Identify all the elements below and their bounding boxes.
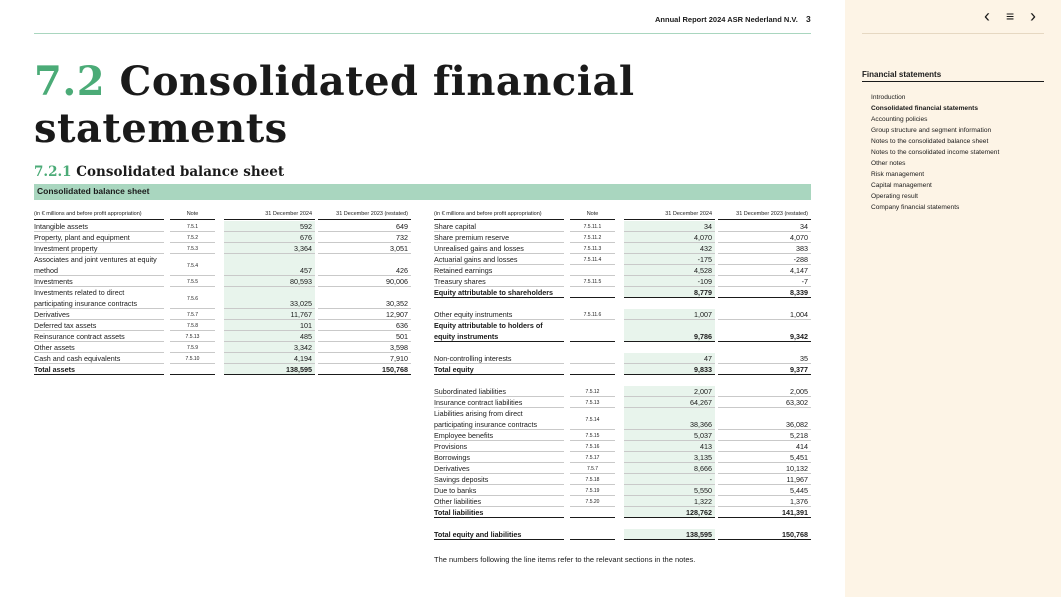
value-2023: -7 — [801, 277, 808, 286]
row-note: 7.5.11.1 — [583, 224, 602, 230]
value-2023: 7,910 — [390, 354, 408, 363]
value-2024: 38,366 — [690, 420, 712, 429]
header-underline — [318, 219, 411, 220]
value-2023: 1,004 — [790, 310, 808, 319]
value-2024: 4,528 — [694, 266, 712, 275]
row-label: Equity attributable to holders of — [434, 321, 543, 330]
asset-row — [34, 309, 411, 320]
row-underline — [434, 539, 564, 540]
header-underline — [718, 219, 811, 220]
next-page-icon[interactable]: › — [1030, 6, 1036, 26]
row-label: Treasury shares — [434, 277, 486, 286]
row-label: Total equity — [434, 365, 474, 374]
row-label: Unrealised gains and losses — [434, 244, 524, 253]
row-note: 7.5.20 — [585, 499, 600, 505]
col-header-2024: 31 December 2024 — [665, 211, 712, 217]
value-2024: 485 — [300, 332, 312, 341]
row-label: Investments related to direct — [34, 288, 125, 297]
value-2024: 47 — [704, 354, 712, 363]
row-label-continued: participating insurance contracts — [434, 420, 538, 429]
value-2024: 5,550 — [694, 486, 712, 495]
row-label: Savings deposits — [434, 475, 489, 484]
row-underline — [318, 374, 411, 375]
row-label-continued: equity instruments — [434, 332, 499, 341]
value-2024: 101 — [300, 321, 312, 330]
sidebar-menu-item[interactable]: Operating result — [871, 193, 918, 200]
row-label: Due to banks — [434, 486, 477, 495]
header-underline — [570, 219, 615, 220]
value-2024: 33,025 — [290, 299, 312, 308]
row-underline — [434, 517, 564, 518]
row-label: Cash and cash equivalents — [34, 354, 121, 363]
liability-row — [434, 408, 811, 430]
row-underline — [434, 297, 564, 298]
row-underline — [718, 539, 811, 540]
value-2023: 5,218 — [790, 431, 808, 440]
sidebar — [845, 0, 1061, 597]
value-2023: 383 — [796, 244, 808, 253]
sidebar-menu-item[interactable]: Capital management — [871, 182, 932, 189]
total-assets-row — [34, 364, 411, 375]
row-note: 7.5.9 — [186, 345, 199, 351]
col-header-label: (in € millions and before profit appropriation) — [34, 211, 142, 217]
row-note: 7.5.11.2 — [583, 235, 602, 241]
asset-row — [34, 331, 411, 342]
row-underline — [570, 297, 615, 298]
row-note: 7.5.10 — [185, 356, 200, 362]
menu-icon[interactable]: ≡ — [1006, 8, 1015, 24]
row-label: Investments — [34, 277, 73, 286]
value-2023: 1,376 — [790, 497, 808, 506]
row-underline — [570, 539, 615, 540]
value-2023: 649 — [396, 222, 408, 231]
equity-row — [434, 221, 811, 232]
row-note: 7.5.11.5 — [583, 279, 602, 285]
row-underline — [624, 517, 715, 518]
liability-row — [434, 496, 811, 507]
equity-shareholders-row — [434, 287, 811, 298]
sidebar-menu-item[interactable]: Notes to the consolidated income statement — [871, 149, 1000, 156]
value-2023: 36,082 — [786, 420, 808, 429]
section-number: 7.2.1 — [34, 164, 72, 180]
asset-row — [34, 276, 411, 287]
value-2024: 9,786 — [694, 332, 712, 341]
value-2024: 413 — [700, 442, 712, 451]
equity-row — [434, 265, 811, 276]
table-header — [34, 210, 411, 221]
value-2024: 3,364 — [294, 244, 312, 253]
value-2023: 426 — [396, 266, 408, 275]
liability-row — [434, 474, 811, 485]
row-label: Borrowings — [434, 453, 470, 462]
value-2024: 138,595 — [286, 365, 312, 374]
row-label: Total assets — [34, 365, 76, 374]
page-number: 3 — [806, 14, 811, 24]
row-note: 7.5.17 — [585, 455, 600, 461]
row-underline — [34, 374, 164, 375]
header-underline — [434, 219, 564, 220]
row-note: 7.5.18 — [585, 477, 600, 483]
row-underline — [718, 517, 811, 518]
total-equity-row — [434, 364, 811, 375]
assets-table — [34, 210, 411, 375]
value-2023: 4,070 — [790, 233, 808, 242]
row-label: Other liabilities — [434, 497, 482, 506]
value-2023: 10,132 — [786, 464, 808, 473]
row-note: 7.5.6 — [186, 296, 199, 302]
total-liabilities-row — [434, 507, 811, 518]
liability-row — [434, 386, 811, 397]
section-text: Consolidated balance sheet — [76, 164, 285, 180]
equity-row — [434, 254, 811, 265]
row-label: Other equity instruments — [434, 310, 513, 319]
row-label: Actuarial gains and losses — [434, 255, 518, 264]
row-note: 7.5.7 — [586, 466, 599, 472]
value-2024: 1,007 — [694, 310, 712, 319]
header-underline — [34, 219, 164, 220]
row-label: Intangible assets — [34, 222, 88, 231]
value-2024: 80,593 — [290, 277, 312, 286]
sidebar-top-divider — [862, 33, 1044, 34]
row-label: Provisions — [434, 442, 468, 451]
liability-row — [434, 463, 811, 474]
col-header-2023: 31 December 2023 (restated) — [336, 211, 408, 217]
value-2024: 8,779 — [694, 288, 712, 297]
page-title-number: 7.2 — [34, 58, 106, 105]
value-2024: 3,342 — [294, 343, 312, 352]
liability-row — [434, 441, 811, 452]
footnote: The numbers following the line items refer to the relevant sections in the notes. — [434, 555, 696, 564]
value-2023: -288 — [793, 255, 808, 264]
row-underline — [718, 374, 811, 375]
value-2023: 4,147 — [790, 266, 808, 275]
non-controlling-row — [434, 353, 811, 364]
row-label: Share capital — [434, 222, 476, 231]
asset-row — [34, 320, 411, 331]
row-label: Total liabilities — [434, 508, 484, 517]
row-underline — [624, 341, 715, 342]
header-divider — [34, 33, 811, 34]
value-2023: 3,598 — [390, 343, 408, 352]
row-label: Liabilities arising from direct — [434, 409, 523, 418]
row-label: Non-controlling interests — [434, 354, 512, 363]
sidebar-title: Financial statements — [862, 70, 942, 79]
row-underline — [624, 374, 715, 375]
asset-row — [34, 254, 411, 276]
row-label-continued: participating insurance contracts — [34, 299, 138, 308]
asset-row — [34, 342, 411, 353]
row-note: 7.5.1 — [186, 224, 199, 230]
row-label: Other assets — [34, 343, 75, 352]
table-header — [434, 210, 811, 221]
row-label: Associates and joint ventures at equity — [34, 255, 157, 264]
value-2023: 8,339 — [790, 288, 808, 297]
equity-row — [434, 243, 811, 254]
col-header-2024: 31 December 2024 — [265, 211, 312, 217]
value-2024: -109 — [697, 277, 712, 286]
value-2023: 150,768 — [782, 530, 808, 539]
value-2024: 138,595 — [686, 530, 712, 539]
total-equity-liabilities-row — [434, 529, 811, 540]
sidebar-menu-item[interactable]: Other notes — [871, 160, 906, 167]
row-underline — [570, 517, 615, 518]
value-2023: 5,451 — [790, 453, 808, 462]
value-2023: 9,377 — [790, 365, 808, 374]
row-label: Investment property — [34, 244, 98, 253]
table-banner: Consolidated balance sheet — [34, 184, 811, 200]
row-note: 7.5.19 — [585, 488, 600, 494]
value-2024: 432 — [700, 244, 712, 253]
row-label: Retained earnings — [434, 266, 493, 275]
value-2023: 2,005 — [790, 387, 808, 396]
equity-row — [434, 276, 811, 287]
value-2024: 457 — [300, 266, 312, 275]
sidebar-menu-item[interactable]: Consolidated financial statements — [871, 105, 978, 112]
row-note: 7.5.12 — [585, 389, 600, 395]
row-note: 7.5.11.6 — [583, 312, 602, 318]
row-note: 7.5.2 — [186, 235, 199, 241]
liability-row — [434, 485, 811, 496]
row-label: Reinsurance contract assets — [34, 332, 125, 341]
row-label: Total equity and liabilities — [434, 530, 522, 539]
row-underline — [434, 374, 564, 375]
row-label: Derivatives — [434, 464, 470, 473]
col-header-note: Note — [186, 211, 199, 217]
value-2023: 30,352 — [386, 299, 408, 308]
value-2023: 3,051 — [390, 244, 408, 253]
value-2023: 34 — [800, 222, 808, 231]
equity-row — [434, 232, 811, 243]
row-note: 7.5.4 — [186, 263, 199, 269]
value-2023: 414 — [796, 442, 808, 451]
row-label: Property, plant and equipment — [34, 233, 130, 242]
sidebar-menu-item[interactable]: Introduction — [871, 94, 906, 101]
value-2024: 4,194 — [294, 354, 312, 363]
value-2024: 128,762 — [686, 508, 712, 517]
row-note: 7.5.7 — [186, 312, 199, 318]
row-note: 7.5.11.3 — [583, 246, 602, 252]
row-label: Share premium reserve — [434, 233, 510, 242]
value-2023: 12,907 — [386, 310, 408, 319]
sidebar-menu — [871, 92, 999, 213]
row-note: 7.5.8 — [186, 323, 199, 329]
value-2023: 5,445 — [790, 486, 808, 495]
row-note: 7.5.15 — [585, 433, 600, 439]
value-2023: 141,391 — [782, 508, 808, 517]
value-2024: 9,833 — [694, 365, 712, 374]
header-underline — [624, 219, 715, 220]
row-underline — [624, 297, 715, 298]
row-note: 7.5.11.4 — [583, 257, 602, 263]
sidebar-menu-item[interactable]: Group structure and segment information — [871, 127, 992, 134]
row-label: Equity attributable to shareholders — [434, 288, 554, 297]
sidebar-title-underline — [862, 81, 1044, 82]
value-2024: 592 — [300, 222, 312, 231]
value-2023: 90,006 — [386, 277, 408, 286]
row-underline — [570, 341, 615, 342]
value-2023: 63,302 — [786, 398, 808, 407]
value-2024: 8,666 — [694, 464, 712, 473]
col-header-label: (in € millions and before profit appropriation) — [434, 211, 542, 217]
liability-row — [434, 452, 811, 463]
row-note: 7.5.5 — [186, 279, 199, 285]
value-2024: 11,767 — [290, 310, 312, 319]
value-2024: - — [709, 475, 712, 484]
row-label-continued: method — [34, 266, 58, 275]
row-label: Subordinated liabilities — [434, 387, 506, 396]
equity-holders-row — [434, 320, 811, 342]
value-2024: 64,267 — [690, 398, 712, 407]
value-2024: 4,070 — [694, 233, 712, 242]
value-2023: 732 — [396, 233, 408, 242]
asset-row — [34, 232, 411, 243]
sidebar-menu-item[interactable]: Risk management — [871, 171, 925, 178]
row-underline — [624, 539, 715, 540]
asset-row — [34, 221, 411, 232]
equity-liabilities-table — [434, 210, 811, 540]
col-header-2023: 31 December 2023 (restated) — [736, 211, 808, 217]
row-underline — [718, 341, 811, 342]
row-note: 7.5.14 — [585, 417, 600, 423]
row-note: 7.5.13 — [185, 334, 200, 340]
prev-page-icon[interactable]: ‹ — [984, 6, 990, 26]
row-note: 7.5.3 — [186, 246, 199, 252]
sidebar-menu-item[interactable]: Accounting policies — [871, 116, 928, 123]
sidebar-menu-item[interactable]: Notes to the consolidated balance sheet — [871, 138, 989, 145]
value-2024: 676 — [300, 233, 312, 242]
sidebar-menu-item[interactable]: Company financial statements — [871, 204, 960, 211]
row-label: Insurance contract liabilities — [434, 398, 523, 407]
page-title — [34, 58, 845, 152]
liability-row — [434, 430, 811, 441]
row-label: Employee benefits — [434, 431, 494, 440]
header-underline — [224, 219, 315, 220]
header-underline — [170, 219, 215, 220]
section-title — [34, 164, 284, 180]
value-2023: 150,768 — [382, 365, 408, 374]
col-header-note: Note — [586, 211, 599, 217]
asset-row — [34, 287, 411, 309]
row-underline — [718, 297, 811, 298]
value-2024: 5,037 — [694, 431, 712, 440]
other-equity-row — [434, 309, 811, 320]
page-title-text: Consolidated financial statements — [34, 58, 635, 152]
value-2024: 1,322 — [694, 497, 712, 506]
row-underline — [570, 374, 615, 375]
liability-row — [434, 397, 811, 408]
report-title: Annual Report 2024 ASR Nederland N.V. — [655, 15, 798, 24]
value-2024: 2,007 — [694, 387, 712, 396]
row-underline — [224, 374, 315, 375]
row-underline — [170, 374, 215, 375]
value-2023: 11,967 — [786, 475, 808, 484]
asset-row — [34, 243, 411, 254]
row-note: 7.5.16 — [585, 444, 600, 450]
row-label: Deferred tax assets — [34, 321, 97, 330]
value-2024: 3,135 — [694, 453, 712, 462]
value-2023: 9,342 — [790, 332, 808, 341]
value-2023: 35 — [800, 354, 808, 363]
value-2023: 501 — [396, 332, 408, 341]
value-2023: 636 — [396, 321, 408, 330]
row-note: 7.5.13 — [585, 400, 600, 406]
row-underline — [434, 341, 564, 342]
value-2024: 34 — [704, 222, 712, 231]
value-2024: -175 — [697, 255, 712, 264]
row-label: Derivatives — [34, 310, 70, 319]
asset-row — [34, 353, 411, 364]
